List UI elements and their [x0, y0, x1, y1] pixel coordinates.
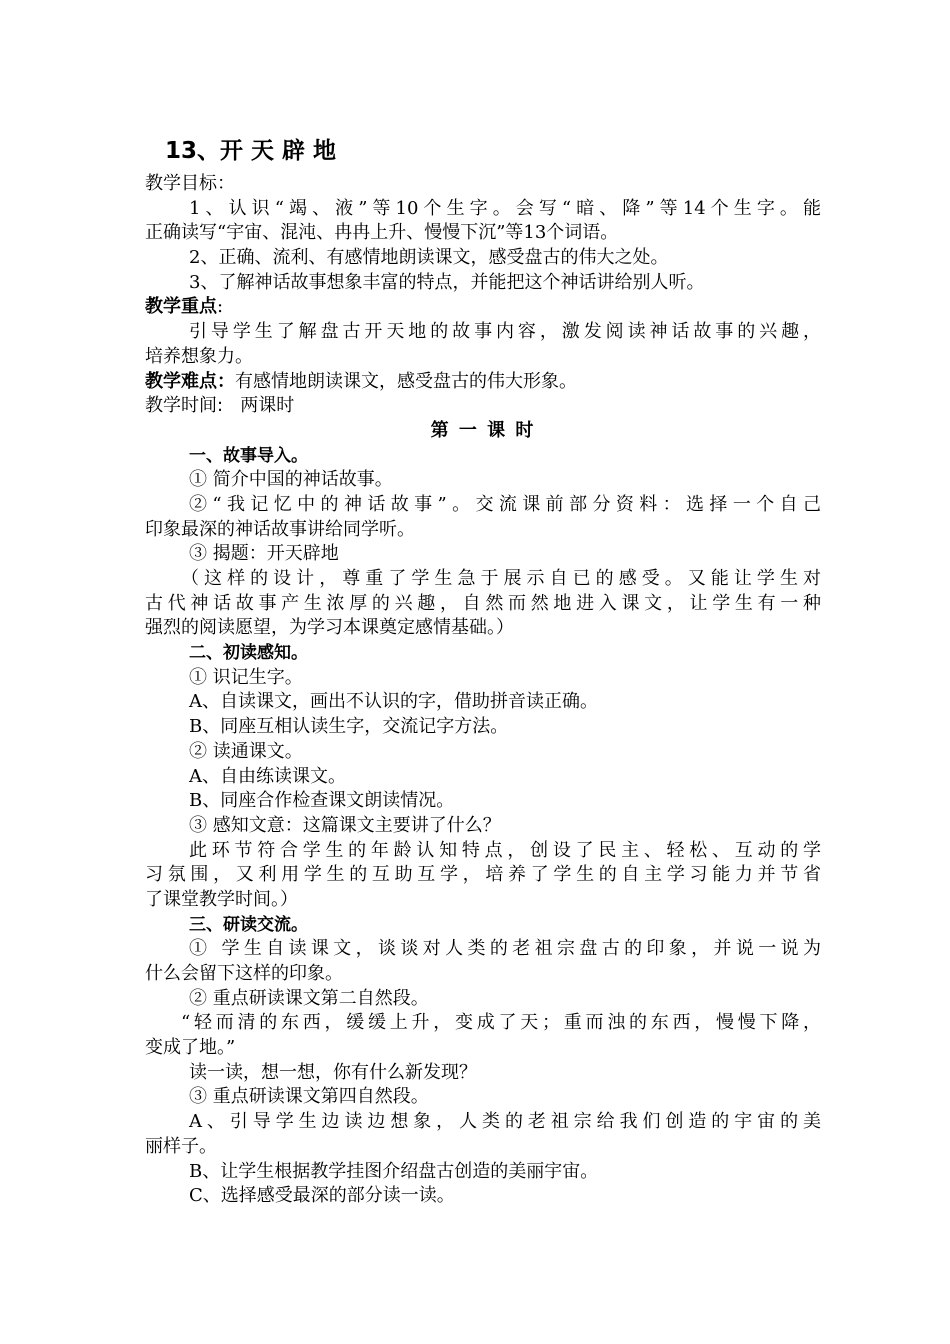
section-1-note-line-1: （这样的设计，尊重了学生急于展示自已的感受。又能让学生对	[181, 568, 821, 589]
section-2-item-1: ① 识记生字。	[189, 666, 303, 688]
section-1-heading: 一、故事导入。	[189, 445, 308, 466]
section-1-item-1: ① 简介中国的神话故事。	[189, 469, 393, 491]
section-3-item-1-line-1: ① 学生自读课文，谈谈对人类的老祖宗盘古的印象，并说一说为	[189, 938, 821, 960]
section-3-quote-line-2: 变成了地。”	[145, 1037, 236, 1059]
section-3-item-3c: C、选择感受最深的部分读一读。	[189, 1185, 455, 1207]
section-1-item-3: ③ 揭题：开天辟地	[189, 543, 339, 565]
section-2-item-2: ② 读通课文。	[189, 740, 303, 762]
section-2-note-line-1: 此环节符合学生的年龄认知特点，创设了民主、轻松、互动的学	[189, 839, 821, 861]
section-2-item-2a: A、自由练读课文。	[189, 765, 346, 787]
section-3-item-3b: B、让学生根据教学挂图介绍盘古创造的美丽宇宙。	[189, 1160, 599, 1182]
section-3-item-3: ③ 重点研读课文第四自然段。	[189, 1086, 429, 1108]
section-3-item-3a-line-2: 丽样子。	[145, 1135, 217, 1157]
section-1-item-2-line-1: ②“我记忆中的神话故事”。交流课前部分资料：选择一个自己	[189, 493, 821, 515]
section-3-item-1-line-2: 什么会留下这样的印象。	[145, 963, 343, 984]
lesson-body	[145, 172, 821, 1209]
objective-3: 3、了解神话故事想象丰富的特点，并能把这个神话讲给别人听。	[189, 271, 705, 293]
objective-1-line-2: 正确读写“宇宙、混沌、冉冉上升、慢慢下沉”等13个词语。	[145, 222, 619, 244]
key-points-line-2: 培养想象力。	[145, 345, 253, 367]
section-2-heading: 二、初读感知。	[189, 643, 308, 664]
time-line: 教学时间: 两课时	[145, 395, 295, 417]
first-lesson-heading: 第 一 课 时	[430, 419, 536, 441]
section-2-item-1b: B、同座互相认读生字，交流记字方法。	[189, 716, 509, 738]
section-3-quote-line-1: “轻而清的东西，缓缓上升，变成了天；重而浊的东西，慢慢下降，	[181, 1012, 821, 1034]
difficulty-line: 教学难点：有感情地朗读课文，感受盘古的伟大形象。	[145, 370, 577, 392]
objectives-heading: 教学目标：	[145, 173, 235, 194]
section-3-item-3a-line-1: A、引导学生边读边想象，人类的老祖宗给我们创造的宇宙的美	[189, 1111, 821, 1133]
section-2-item-1a: A、自读课文，画出不认识的字，借助拼音读正确。	[189, 691, 598, 713]
section-3-read-prompt: 读一读，想一想，你有什么新发现？	[189, 1061, 477, 1083]
objective-1-line-1: 1、认识“竭、液”等10个生字。会写“暗、降”等14个生字。能	[189, 197, 821, 219]
section-3-heading: 三、研读交流。	[189, 914, 308, 935]
key-points-heading: 教学重点:	[145, 296, 224, 318]
section-1-item-2-line-2: 印象最深的神话故事讲给同学听。	[145, 518, 415, 540]
section-2-note-line-2: 习氛围，又利用学生的互助互学，培养了学生的自主学习能力并节省	[145, 864, 821, 886]
key-points-line-1: 引导学生了解盘古开天地的故事内容，激发阅读神话故事的兴趣，	[189, 321, 821, 343]
section-2-item-2b: B、同座合作检查课文朗读情况。	[189, 790, 455, 812]
section-3-item-2: ② 重点研读课文第二自然段。	[189, 987, 429, 1009]
section-1-note-line-3: 强烈的阅读愿望，为学习本课奠定感情基础。）	[145, 617, 514, 639]
section-2-note-line-3: 了课堂教学时间。）	[145, 888, 298, 910]
lesson-heading: 13、开 天 辟 地	[165, 138, 337, 164]
section-2-item-3: ③ 感知文意：这篇课文主要讲了什么？	[189, 814, 501, 836]
section-1-note-line-2: 古代神话故事产生浓厚的兴趣，自然而然地进入课文，让学生有一种	[145, 592, 821, 614]
objective-2: 2、正确、流利、有感情地朗读课文，感受盘古的伟大之处。	[189, 247, 669, 269]
